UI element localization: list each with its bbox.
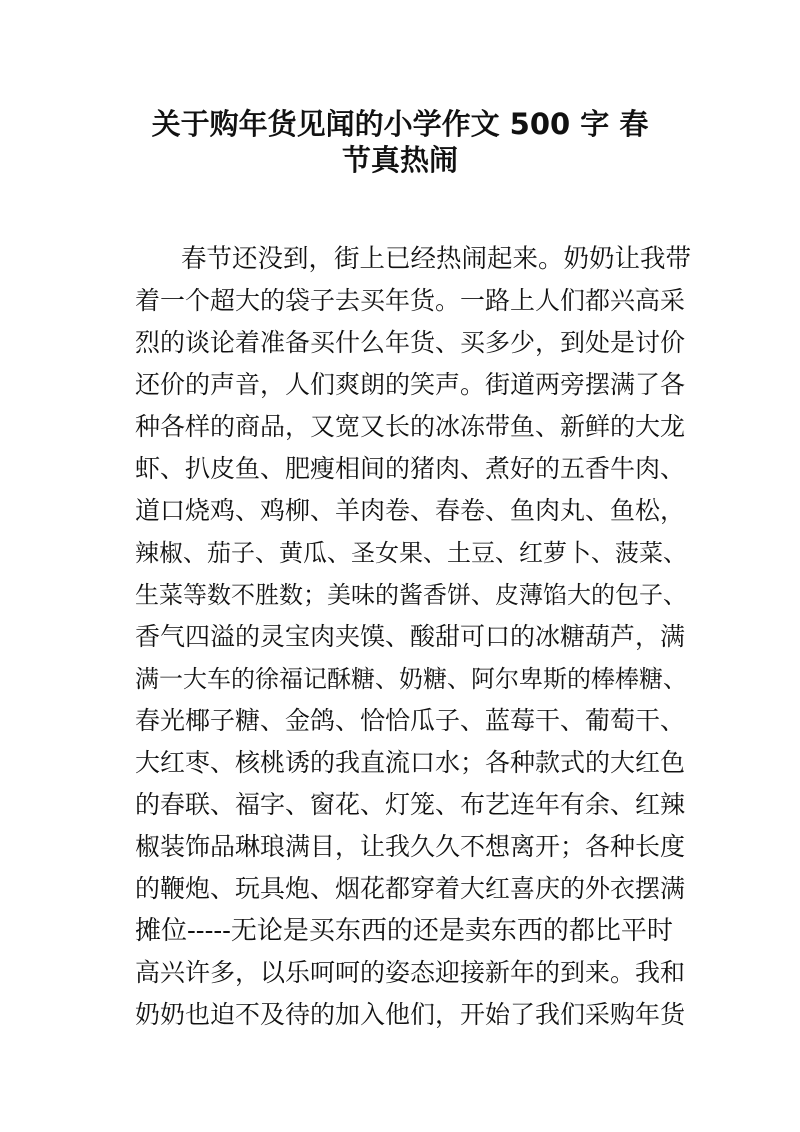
paragraph-line: 椒装饰品琳琅满目，让我久久不想离开；各种长度 xyxy=(135,832,686,861)
document-title-line-1: 关于购年货见闻的小学作文 500 字 春 xyxy=(151,107,649,141)
document-title-line-2: 节真热闹 xyxy=(341,143,458,177)
essay-paragraph xyxy=(135,238,695,1036)
paragraph-line: 春光椰子糖、金鸽、恰恰瓜子、蓝莓干、葡萄干、 xyxy=(135,706,686,735)
paragraph-line: 香气四溢的灵宝肉夹馍、酸甜可口的冰糖葫芦，满 xyxy=(135,622,686,651)
paragraph-line: 的鞭炮、玩具炮、烟花都穿着大红喜庆的外衣摆满 xyxy=(135,874,686,903)
paragraph-line: 还价的声音，人们爽朗的笑声。街道两旁摆满了各 xyxy=(135,370,686,399)
paragraph-line: 摊位-----无论是买东西的还是卖东西的都比平时 xyxy=(135,916,673,946)
paragraph-line: 着一个超大的袋子去买年货。一路上人们都兴高采 xyxy=(135,286,686,315)
paragraph-line: 辣椒、茄子、黄瓜、圣女果、土豆、红萝卜、菠菜、 xyxy=(135,539,687,567)
paragraph-line: 春节还没到，街上已经热闹起来。奶奶让我带 xyxy=(181,244,692,274)
paragraph-line: 虾、扒皮鱼、肥瘦相间的猪肉、煮好的五香牛肉、 xyxy=(135,454,686,483)
paragraph-line: 生菜等数不胜数；美味的酱香饼、皮薄馅大的包子、 xyxy=(135,581,687,609)
paragraph-line: 烈的谈论着准备买什么年货、买多少，到处是讨价 xyxy=(135,328,686,357)
paragraph-line: 高兴许多，以乐呵呵的姿态迎接新年的到来。我和 xyxy=(135,958,686,987)
paragraph-line: 的春联、福字、窗花、灯笼、布艺连年有余、红辣 xyxy=(135,790,686,819)
paragraph-line: 奶奶也迫不及待的加入他们，开始了我们采购年货 xyxy=(135,1000,686,1029)
paragraph-line: 种各样的商品，又宽又长的冰冻带鱼、新鲜的大龙 xyxy=(135,412,686,441)
paragraph-line: 大红枣、核桃诱的我直流口水；各种款式的大红色 xyxy=(135,748,686,777)
paragraph-line: 满一大车的徐福记酥糖、奶糖、阿尔卑斯的棒棒糖、 xyxy=(135,665,687,693)
paragraph-line: 道口烧鸡、鸡柳、羊肉卷、春卷、鱼肉丸、鱼松， xyxy=(135,496,686,525)
